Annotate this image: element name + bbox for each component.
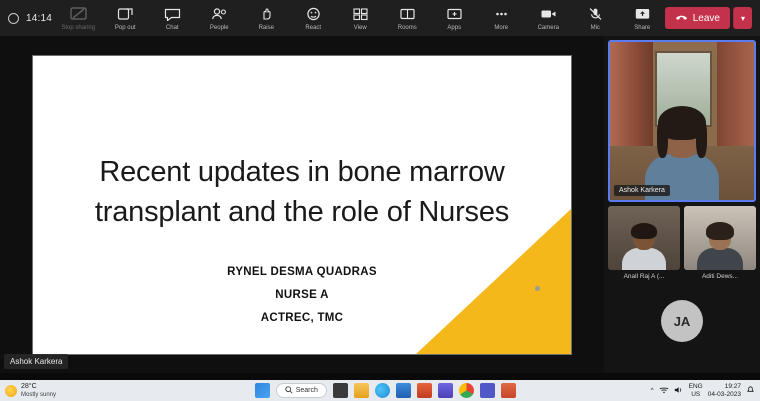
participant-thumb-1-wrapper[interactable] [608, 206, 680, 280]
start-windows-icon[interactable] [255, 383, 270, 398]
toolbar-label-more: More [494, 24, 509, 31]
toolbar-label-share: Share [634, 24, 651, 31]
windows-taskbar [0, 380, 760, 401]
participant-thumb-2-wrapper[interactable] [684, 206, 756, 280]
leave-button[interactable] [665, 7, 730, 29]
hang-up-icon [675, 12, 688, 24]
toolbar-label-apps: Apps [447, 24, 462, 31]
thumb-2-figure [697, 226, 743, 270]
teams-icon[interactable] [480, 383, 495, 398]
wifi-icon[interactable] [659, 386, 669, 396]
meeting-controls [56, 1, 665, 35]
search-label: Search [295, 387, 318, 394]
volume-icon[interactable] [674, 386, 684, 396]
toolbar-button-stop-sharing[interactable] [56, 1, 101, 35]
toolbar-button-rooms[interactable] [385, 1, 430, 35]
participant-tile-thumb-2[interactable] [684, 206, 756, 270]
toolbar-button-people[interactable] [197, 1, 242, 35]
presenter-cursor [535, 286, 540, 291]
participant-name-main: Ashok Karkera [614, 185, 670, 196]
chevron-up-icon[interactable]: ^ [650, 387, 654, 394]
toolbar-button-camera[interactable] [526, 1, 571, 35]
search-input[interactable] [276, 383, 327, 398]
leave-group [665, 7, 760, 29]
toolbar-label-chat: Chat [165, 24, 179, 31]
participant-rail [604, 36, 760, 373]
participant-head [662, 112, 702, 158]
toolbar-label-pop-out: Pop out [114, 24, 136, 31]
toolbar-button-apps[interactable] [432, 1, 477, 35]
slide-viewer[interactable] [0, 36, 604, 373]
breakout-rooms-icon [398, 5, 417, 23]
outlook-icon[interactable] [396, 383, 411, 398]
chat-icon [163, 5, 182, 23]
pop-out-icon [116, 5, 135, 23]
toolbar-label-rooms: Rooms [397, 24, 417, 31]
clock-date: 04-03-2023 [707, 390, 741, 398]
participant-hair-left [657, 118, 668, 158]
toolbar-label-people: People [209, 24, 229, 31]
participant-name-thumb-2: Aditi Dews... [701, 273, 739, 280]
toolbar-label-stop-sharing: Stop sharing [61, 24, 96, 31]
search-icon [285, 386, 293, 396]
toolbar-label-view: View [353, 24, 367, 31]
toolbar-button-share[interactable] [620, 1, 665, 35]
toolbar-label-react: React [305, 24, 322, 31]
microphone-muted-icon [586, 5, 605, 23]
slide-title: Recent updates in bone marrow transplant and the role of Nurses [94, 155, 510, 228]
powerpoint-icon[interactable] [501, 383, 516, 398]
chevron-down-icon: ▾ [740, 13, 745, 23]
participant-tile-avatar-only[interactable] [608, 286, 756, 356]
more-ellipsis-icon [492, 5, 511, 23]
toolbar-label-camera: Camera [537, 24, 559, 31]
toolbar-button-mic[interactable] [573, 1, 618, 35]
taskbar-clock[interactable] [708, 383, 741, 399]
store-icon[interactable] [438, 383, 453, 398]
toolbar-label-mic: Mic [590, 24, 600, 31]
taskbar-app-strip [120, 383, 651, 398]
participant-name-thumb-1: Anall Raj A (... [623, 273, 665, 280]
camera-icon [539, 5, 558, 23]
toolbar-label-raise: Raise [258, 24, 274, 31]
thumb-1-figure [622, 226, 666, 270]
edge-browser-icon[interactable] [375, 383, 390, 398]
toolbar-button-pop-out[interactable] [103, 1, 148, 35]
clock-time: 19:27 [724, 382, 741, 390]
meeting-toolbar [0, 0, 760, 36]
participant-tile-main[interactable] [608, 40, 756, 202]
chrome-icon[interactable] [459, 383, 474, 398]
slide-subtitle-line-1: RYNEL DESMA QUADRAS [227, 265, 377, 278]
meeting-status-group [0, 13, 56, 24]
window-bottom-edge [0, 373, 760, 380]
weather-text [21, 383, 56, 399]
toolbar-button-chat[interactable] [150, 1, 195, 35]
slide-subtitle [33, 261, 571, 330]
toolbar-button-view[interactable] [338, 1, 383, 35]
view-grid-icon [351, 5, 370, 23]
sun-icon [5, 385, 17, 397]
leave-label: Leave [692, 12, 720, 24]
weather-desc: Mostly sunny [21, 391, 57, 398]
taskbar-system-tray [651, 383, 760, 399]
recording-indicator-icon [8, 13, 19, 24]
widgets-icon[interactable] [333, 383, 348, 398]
apps-icon [445, 5, 464, 23]
file-explorer-icon[interactable] [354, 383, 369, 398]
shared-content-stage[interactable] [0, 36, 604, 373]
toolbar-button-more[interactable] [479, 1, 524, 35]
participant-thumbnail-row [608, 206, 756, 280]
participant-hair-right [696, 118, 707, 158]
toolbar-button-raise-hand[interactable] [244, 1, 289, 35]
meeting-timer: 14:14 [26, 12, 53, 24]
presentation-slide [32, 55, 572, 355]
word-icon[interactable] [417, 383, 432, 398]
leave-options-button[interactable] [733, 7, 752, 29]
toolbar-button-react[interactable] [291, 1, 336, 35]
presenter-name-tag: Ashok Karkera [4, 354, 68, 369]
react-emoji-icon [304, 5, 323, 23]
share-screen-icon [633, 5, 652, 23]
people-icon [210, 5, 229, 23]
language-indicator[interactable]: ENG US [688, 382, 703, 398]
participant-tile-thumb-1[interactable] [608, 206, 680, 270]
slide-subtitle-line-3: ACTREC, TMC [260, 311, 344, 324]
avatar: JA [661, 300, 703, 342]
stop-sharing-icon [69, 5, 88, 23]
slide-subtitle-line-2: NURSE A [275, 288, 329, 301]
weather-temp: 28°C [21, 382, 37, 390]
raise-hand-icon [257, 5, 276, 23]
taskbar-weather-widget[interactable] [0, 383, 120, 399]
notification-bell-icon[interactable] [746, 385, 755, 396]
